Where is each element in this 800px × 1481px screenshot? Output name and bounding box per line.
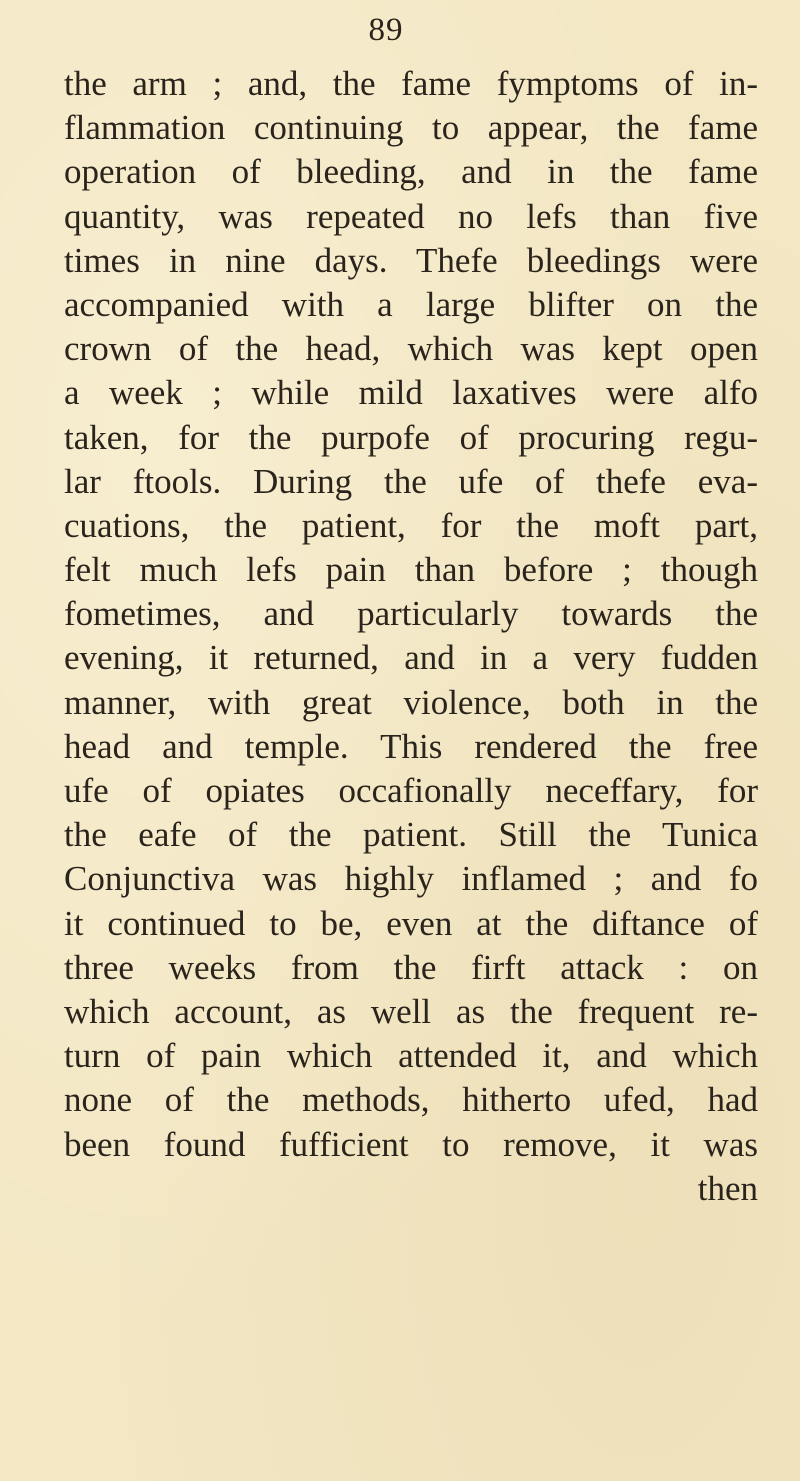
text-line: turn of pain which attended it, and which xyxy=(64,1036,758,1076)
text-line: operation of bleeding, and in the fame xyxy=(64,152,758,192)
text-line: flammation continuing to appear, the fame xyxy=(64,108,758,148)
page-number: 89 xyxy=(368,12,404,48)
catchword: then xyxy=(697,1168,758,1208)
text-line: manner, with great violence, both in the xyxy=(64,682,758,722)
text-line: none of the methods, hitherto ufed, had xyxy=(64,1080,758,1120)
text-line: lar ftools. During the ufe of thefe eva- xyxy=(64,461,758,501)
text-line: a week ; while mild laxatives were alfo xyxy=(64,373,758,413)
text-line: Conjunctiva was highly inflamed ; and fo xyxy=(64,859,758,899)
text-line: three weeks from the firft attack : on xyxy=(64,947,758,987)
text-line: taken, for the purpofe of procuring regu- xyxy=(64,417,758,457)
text-line: the eafe of the patient. Still the Tunica xyxy=(64,815,758,855)
text-line: been found fufficient to remove, it was xyxy=(64,1124,758,1164)
text-line: it continued to be, even at the diftance of xyxy=(64,903,758,943)
text-line: head and temple. This rendered the free xyxy=(64,726,758,766)
text-line: quantity, was repeated no lefs than five xyxy=(64,196,758,236)
text-line: evening, it returned, and in a very fudden xyxy=(64,638,758,678)
text-line: the arm ; and, the fame fymptoms of in- xyxy=(64,64,758,103)
text-line: fometimes, and particularly towards the xyxy=(64,594,758,634)
body-text xyxy=(64,62,758,1211)
text-line: accompanied with a large blifter on the xyxy=(64,284,758,324)
text-line: felt much lefs pain than before ; though xyxy=(64,550,758,590)
text-line: crown of the head, which was kept open xyxy=(64,329,758,369)
text-line: which account, as well as the frequent re- xyxy=(64,991,758,1031)
text-line: ufe of opiates occafionally neceffary, for xyxy=(64,771,758,810)
text-line: times in nine days. Thefe bleedings were xyxy=(64,240,758,280)
text-line: cuations, the patient, for the moft part, xyxy=(64,505,758,545)
